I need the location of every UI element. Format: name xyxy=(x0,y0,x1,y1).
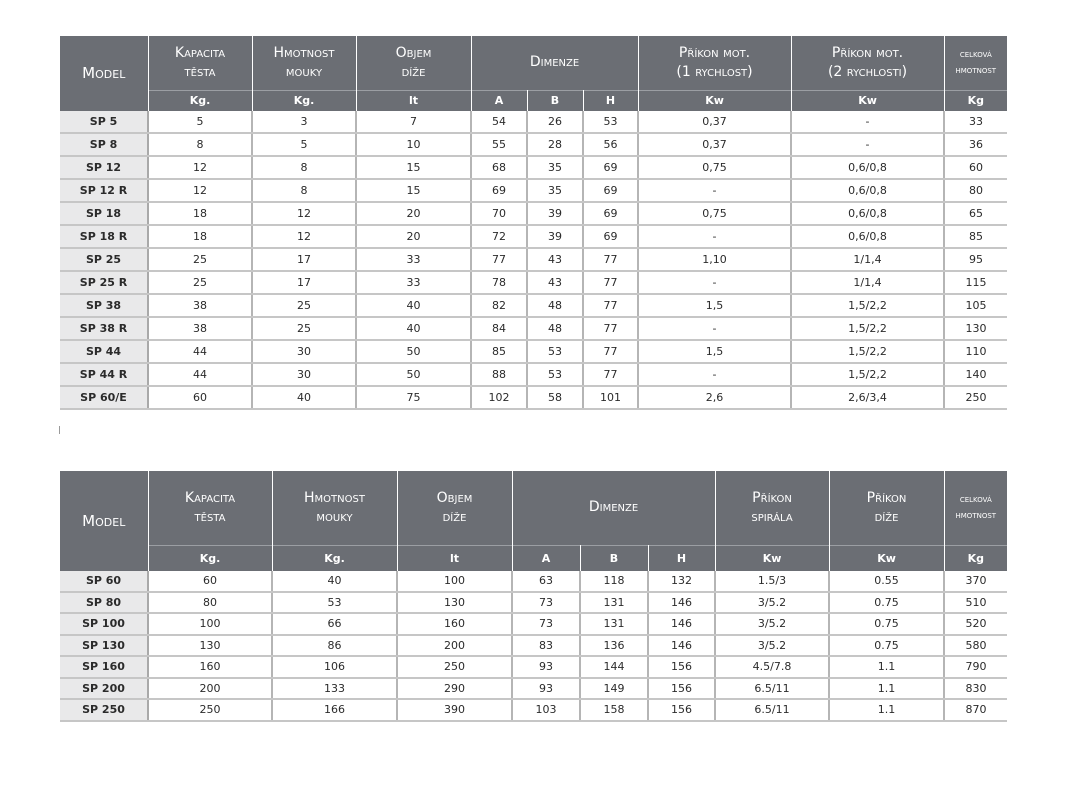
value-cell: 69 xyxy=(583,202,638,225)
value-cell: 2,6/3,4 xyxy=(791,386,944,409)
model-cell: SP 60 xyxy=(60,571,148,592)
unit-header: Kw xyxy=(715,545,829,571)
value-cell: 38 xyxy=(148,317,252,340)
value-cell: 65 xyxy=(944,202,1007,225)
value-cell: 200 xyxy=(148,678,272,700)
value-cell: 60 xyxy=(148,386,252,409)
spec-table-spiral xyxy=(60,471,1007,722)
value-cell: 35 xyxy=(527,179,583,202)
model-cell: SP 12 xyxy=(60,156,148,179)
value-cell: - xyxy=(638,225,791,248)
value-cell: 30 xyxy=(252,340,356,363)
value-cell: 58 xyxy=(527,386,583,409)
value-cell: - xyxy=(638,179,791,202)
value-cell: 0.75 xyxy=(829,613,944,635)
unit-header: Kg. xyxy=(148,90,252,111)
col-header-objem: Objem díže xyxy=(397,471,512,545)
value-cell: 60 xyxy=(148,571,272,592)
value-cell: 53 xyxy=(583,111,638,133)
value-cell: 55 xyxy=(471,133,527,156)
col-header-celkova: celková hmotnost xyxy=(944,36,1007,90)
value-cell: 106 xyxy=(272,656,397,678)
value-cell: 3/5.2 xyxy=(715,592,829,614)
model-cell: SP 250 xyxy=(60,699,148,721)
value-cell: 80 xyxy=(944,179,1007,202)
value-cell: 130 xyxy=(944,317,1007,340)
table-row xyxy=(60,592,1007,614)
value-cell: 1/1,4 xyxy=(791,271,944,294)
value-cell: 12 xyxy=(252,202,356,225)
value-cell: 85 xyxy=(944,225,1007,248)
unit-header: Kg. xyxy=(252,90,356,111)
value-cell: 158 xyxy=(580,699,648,721)
model-cell: SP 25 xyxy=(60,248,148,271)
value-cell: 1.5/3 xyxy=(715,571,829,592)
unit-header: Kw xyxy=(638,90,791,111)
value-cell: 1,5/2,2 xyxy=(791,340,944,363)
value-cell: 146 xyxy=(648,635,715,657)
value-cell: 30 xyxy=(252,363,356,386)
model-cell: SP 18 xyxy=(60,202,148,225)
col-header-kapacita: Kapacita těsta xyxy=(148,36,252,90)
value-cell: 25 xyxy=(148,248,252,271)
value-cell: 77 xyxy=(583,317,638,340)
value-cell: 160 xyxy=(397,613,512,635)
value-cell: 0.55 xyxy=(829,571,944,592)
value-cell: 100 xyxy=(148,613,272,635)
value-cell: 36 xyxy=(944,133,1007,156)
value-cell: 1,5 xyxy=(638,294,791,317)
value-cell: 133 xyxy=(272,678,397,700)
model-cell: SP 200 xyxy=(60,678,148,700)
table-row xyxy=(60,133,1007,156)
value-cell: 130 xyxy=(397,592,512,614)
value-cell: 54 xyxy=(471,111,527,133)
value-cell: 77 xyxy=(471,248,527,271)
value-cell: 56 xyxy=(583,133,638,156)
value-cell: 25 xyxy=(252,317,356,340)
value-cell: 146 xyxy=(648,592,715,614)
model-cell: SP 38 xyxy=(60,294,148,317)
unit-header: Kg. xyxy=(148,545,272,571)
value-cell: 118 xyxy=(580,571,648,592)
value-cell: 2,6 xyxy=(638,386,791,409)
table-row xyxy=(60,678,1007,700)
unit-header: H xyxy=(583,90,638,111)
value-cell: 144 xyxy=(580,656,648,678)
value-cell: 39 xyxy=(527,225,583,248)
value-cell: 0,37 xyxy=(638,133,791,156)
value-cell: 3 xyxy=(252,111,356,133)
value-cell: 15 xyxy=(356,156,471,179)
value-cell: 390 xyxy=(397,699,512,721)
value-cell: 43 xyxy=(527,271,583,294)
table-row xyxy=(60,156,1007,179)
col-header-celkova: celková hmotnost xyxy=(944,471,1007,545)
value-cell: 130 xyxy=(148,635,272,657)
value-cell: 80 xyxy=(148,592,272,614)
value-cell: 77 xyxy=(583,271,638,294)
value-cell: 68 xyxy=(471,156,527,179)
col-header-hmotnost: Hmotnost mouky xyxy=(272,471,397,545)
col-header-dimenze: Dimenze xyxy=(512,471,715,545)
value-cell: 3/5.2 xyxy=(715,635,829,657)
model-cell: SP 8 xyxy=(60,133,148,156)
value-cell: 110 xyxy=(944,340,1007,363)
value-cell: 6.5/11 xyxy=(715,678,829,700)
value-cell: 72 xyxy=(471,225,527,248)
value-cell: 28 xyxy=(527,133,583,156)
value-cell: 250 xyxy=(397,656,512,678)
value-cell: 48 xyxy=(527,294,583,317)
value-cell: 520 xyxy=(944,613,1007,635)
value-cell: 200 xyxy=(397,635,512,657)
value-cell: 53 xyxy=(272,592,397,614)
col-header-dimenze: Dimenze xyxy=(471,36,638,90)
value-cell: 77 xyxy=(583,340,638,363)
value-cell: 95 xyxy=(944,248,1007,271)
value-cell: 12 xyxy=(252,225,356,248)
value-cell: 77 xyxy=(583,248,638,271)
value-cell: 40 xyxy=(252,386,356,409)
unit-header: H xyxy=(648,545,715,571)
value-cell: 131 xyxy=(580,592,648,614)
value-cell: 20 xyxy=(356,225,471,248)
value-cell: 131 xyxy=(580,613,648,635)
value-cell: 100 xyxy=(397,571,512,592)
value-cell: 0,6/0,8 xyxy=(791,225,944,248)
unit-header: Kg xyxy=(944,90,1007,111)
value-cell: 5 xyxy=(148,111,252,133)
value-cell: 4.5/7.8 xyxy=(715,656,829,678)
value-cell: 18 xyxy=(148,202,252,225)
table-row xyxy=(60,179,1007,202)
value-cell: 17 xyxy=(252,271,356,294)
model-cell: SP 38 R xyxy=(60,317,148,340)
value-cell: 63 xyxy=(512,571,580,592)
value-cell: 1.1 xyxy=(829,656,944,678)
col-header-prikon-2: Příkon mot. (2 rychlosti) xyxy=(791,36,944,90)
value-cell: 83 xyxy=(512,635,580,657)
value-cell: 290 xyxy=(397,678,512,700)
value-cell: 73 xyxy=(512,592,580,614)
col-header-model: Model xyxy=(60,36,148,111)
value-cell: 69 xyxy=(583,225,638,248)
value-cell: 69 xyxy=(583,179,638,202)
model-cell: SP 80 xyxy=(60,592,148,614)
value-cell: - xyxy=(638,363,791,386)
value-cell: 39 xyxy=(527,202,583,225)
value-cell: 510 xyxy=(944,592,1007,614)
value-cell: 166 xyxy=(272,699,397,721)
table-row xyxy=(60,225,1007,248)
unit-header: Kg. xyxy=(272,545,397,571)
table-row xyxy=(60,656,1007,678)
value-cell: 15 xyxy=(356,179,471,202)
value-cell: 53 xyxy=(527,340,583,363)
value-cell: 790 xyxy=(944,656,1007,678)
model-cell: SP 130 xyxy=(60,635,148,657)
value-cell: 5 xyxy=(252,133,356,156)
col-header-prikon-dize: Příkon díže xyxy=(829,471,944,545)
value-cell: 35 xyxy=(527,156,583,179)
table-row xyxy=(60,294,1007,317)
value-cell: 88 xyxy=(471,363,527,386)
value-cell: 69 xyxy=(471,179,527,202)
model-cell: SP 44 R xyxy=(60,363,148,386)
value-cell: 12 xyxy=(148,156,252,179)
table-row xyxy=(60,340,1007,363)
value-cell: 0.75 xyxy=(829,635,944,657)
value-cell: 60 xyxy=(944,156,1007,179)
model-cell: SP 100 xyxy=(60,613,148,635)
value-cell: 115 xyxy=(944,271,1007,294)
value-cell: 40 xyxy=(356,294,471,317)
value-cell: 85 xyxy=(471,340,527,363)
value-cell: 0,37 xyxy=(638,111,791,133)
table-row xyxy=(60,317,1007,340)
value-cell: 1,5 xyxy=(638,340,791,363)
separator-mark xyxy=(59,426,60,434)
value-cell: 25 xyxy=(252,294,356,317)
value-cell: 93 xyxy=(512,678,580,700)
value-cell: 1/1,4 xyxy=(791,248,944,271)
model-cell: SP 44 xyxy=(60,340,148,363)
value-cell: 580 xyxy=(944,635,1007,657)
value-cell: 156 xyxy=(648,699,715,721)
model-cell: SP 5 xyxy=(60,111,148,133)
table-row xyxy=(60,571,1007,592)
value-cell: 250 xyxy=(148,699,272,721)
value-cell: 44 xyxy=(148,340,252,363)
col-header-model: Model xyxy=(60,471,148,571)
value-cell: 0,6/0,8 xyxy=(791,156,944,179)
table-row xyxy=(60,202,1007,225)
value-cell: 84 xyxy=(471,317,527,340)
table-row xyxy=(60,248,1007,271)
value-cell: 156 xyxy=(648,656,715,678)
model-cell: SP 12 R xyxy=(60,179,148,202)
value-cell: 82 xyxy=(471,294,527,317)
value-cell: 8 xyxy=(252,179,356,202)
value-cell: 18 xyxy=(148,225,252,248)
col-header-kapacita: Kapacita těsta xyxy=(148,471,272,545)
value-cell: 77 xyxy=(583,363,638,386)
col-header-objem: Objem díže xyxy=(356,36,471,90)
value-cell: 69 xyxy=(583,156,638,179)
value-cell: 86 xyxy=(272,635,397,657)
unit-header: Kw xyxy=(829,545,944,571)
value-cell: 33 xyxy=(356,248,471,271)
value-cell: 50 xyxy=(356,340,471,363)
value-cell: 103 xyxy=(512,699,580,721)
value-cell: - xyxy=(638,317,791,340)
col-header-prikon-1: Příkon mot. (1 rychlost) xyxy=(638,36,791,90)
model-cell: SP 25 R xyxy=(60,271,148,294)
unit-header: A xyxy=(471,90,527,111)
value-cell: 105 xyxy=(944,294,1007,317)
value-cell: 0,75 xyxy=(638,202,791,225)
spec-table-single-speed xyxy=(60,36,1007,410)
value-cell: 93 xyxy=(512,656,580,678)
value-cell: 38 xyxy=(148,294,252,317)
value-cell: 146 xyxy=(648,613,715,635)
table-row xyxy=(60,111,1007,133)
value-cell: 156 xyxy=(648,678,715,700)
unit-header: lt xyxy=(397,545,512,571)
value-cell: 26 xyxy=(527,111,583,133)
value-cell: 78 xyxy=(471,271,527,294)
value-cell: 8 xyxy=(148,133,252,156)
table-row xyxy=(60,386,1007,409)
value-cell: - xyxy=(791,111,944,133)
col-header-hmotnost: Hmotnost mouky xyxy=(252,36,356,90)
value-cell: - xyxy=(791,133,944,156)
unit-header: Kg xyxy=(944,545,1007,571)
value-cell: 1.1 xyxy=(829,699,944,721)
value-cell: 3/5.2 xyxy=(715,613,829,635)
unit-header: B xyxy=(580,545,648,571)
value-cell: 33 xyxy=(356,271,471,294)
col-header-prikon-spirala: Příkon spirála xyxy=(715,471,829,545)
value-cell: 6.5/11 xyxy=(715,699,829,721)
table-row xyxy=(60,363,1007,386)
value-cell: - xyxy=(638,271,791,294)
value-cell: 0,6/0,8 xyxy=(791,179,944,202)
value-cell: 40 xyxy=(272,571,397,592)
value-cell: 1,5/2,2 xyxy=(791,294,944,317)
value-cell: 1,5/2,2 xyxy=(791,317,944,340)
value-cell: 44 xyxy=(148,363,252,386)
value-cell: 0,6/0,8 xyxy=(791,202,944,225)
value-cell: 77 xyxy=(583,294,638,317)
unit-header: A xyxy=(512,545,580,571)
value-cell: 70 xyxy=(471,202,527,225)
value-cell: 53 xyxy=(527,363,583,386)
table-row xyxy=(60,613,1007,635)
table-row xyxy=(60,699,1007,721)
value-cell: 370 xyxy=(944,571,1007,592)
value-cell: 25 xyxy=(148,271,252,294)
value-cell: 75 xyxy=(356,386,471,409)
value-cell: 8 xyxy=(252,156,356,179)
model-cell: SP 160 xyxy=(60,656,148,678)
unit-header: lt xyxy=(356,90,471,111)
value-cell: 43 xyxy=(527,248,583,271)
value-cell: 17 xyxy=(252,248,356,271)
value-cell: 830 xyxy=(944,678,1007,700)
value-cell: 140 xyxy=(944,363,1007,386)
value-cell: 870 xyxy=(944,699,1007,721)
value-cell: 48 xyxy=(527,317,583,340)
value-cell: 132 xyxy=(648,571,715,592)
value-cell: 1.1 xyxy=(829,678,944,700)
value-cell: 12 xyxy=(148,179,252,202)
model-cell: SP 18 R xyxy=(60,225,148,248)
value-cell: 0.75 xyxy=(829,592,944,614)
value-cell: 160 xyxy=(148,656,272,678)
value-cell: 149 xyxy=(580,678,648,700)
unit-header: Kw xyxy=(791,90,944,111)
model-cell: SP 60/E xyxy=(60,386,148,409)
value-cell: 102 xyxy=(471,386,527,409)
value-cell: 20 xyxy=(356,202,471,225)
value-cell: 50 xyxy=(356,363,471,386)
value-cell: 101 xyxy=(583,386,638,409)
value-cell: 136 xyxy=(580,635,648,657)
value-cell: 0,75 xyxy=(638,156,791,179)
value-cell: 33 xyxy=(944,111,1007,133)
table-row xyxy=(60,635,1007,657)
value-cell: 66 xyxy=(272,613,397,635)
value-cell: 1,5/2,2 xyxy=(791,363,944,386)
value-cell: 73 xyxy=(512,613,580,635)
table-row xyxy=(60,271,1007,294)
value-cell: 7 xyxy=(356,111,471,133)
value-cell: 250 xyxy=(944,386,1007,409)
unit-header: B xyxy=(527,90,583,111)
value-cell: 40 xyxy=(356,317,471,340)
value-cell: 1,10 xyxy=(638,248,791,271)
value-cell: 10 xyxy=(356,133,471,156)
